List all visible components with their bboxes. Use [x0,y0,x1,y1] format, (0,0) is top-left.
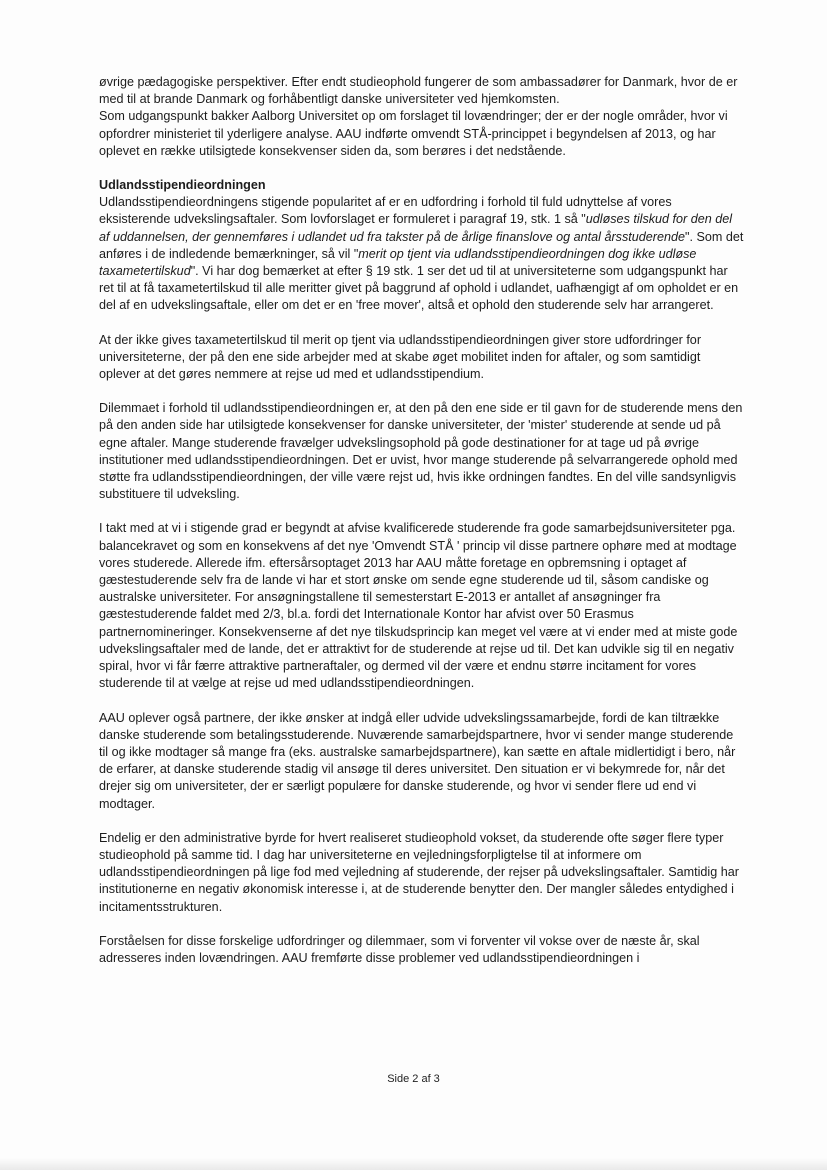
paragraph-understanding: Forståelsen for disse forskelige udfordringer og dilemmaer, som vi forventer vil vokse over de næste år, skal adresseres inden lovændringen. AAU fremførte disse problemer ved udlandsstipendieordningen i [99,933,700,965]
text-run: Udlandsstipendieordningens stigende popularitet af er en udfordring i forhold til fuld udnyttelse af vores eksisterende udvekslingsaftaler. Som lovforslaget er formuleret i paragraf 19, stk. 1 så " [99,195,672,227]
paragraph-udlandsstipendie-intro [99,194,744,314]
paragraph-taxameter: At der ikke gives taxametertilskud til merit op tjent via udlandsstipendieordningen giver store udfordringer for universiteterne, der på den ene side arbejder med at skabe øget mobilitet inden for aftaler, og som samtidigt oplever at det gøres nemmere at rejse ud med et udlandsstipendium. [99,332,702,382]
paragraph-dilemma: Dilemmaet i forhold til udlandsstipendieordningen er, at den på den ene side er til gavn for de studerende mens den på den anden side har utilsigtede konsekvenser for danske universiteter, der 'mister' studerende at sende ud på egne aftaler. Mange studerende fravælger udvekslingsophold på gode destinationer for at tage ud på øvrige institutioner med udlandsstipendieordningen. Det er uvist, hvor mange studerende på selvarrangerede ophold med støtte fra udlandsstipendieordningen, der ville være rejst ud, hvis ikke ordningen fandtes. En del ville sandsynligvis substituere til udveksling. [99,401,743,502]
text-run: ". Vi har dog bemærket at efter § 19 stk. 1 ser det ud til at universiteterne som udgangspunkt har ret til at få taxametertilskud til alle meritter givet på baggrund af ophold i udlandet, uafhængigt af om opholdet er en del af en udvekslingsaftale, eller om det er en 'free mover', altså et ophold den studerende selv har arrangeret. [99,264,739,313]
quote-remarks-text: merit op tjent via udlandsstipendieordningen dog ikke udløse taxametertilskud [99,246,697,279]
scan-edge [0,1158,827,1170]
paragraph-ambassadors: øvrige pædagogiske perspektiver. Efter endt studieophold fungerer de som ambassadører for Danmark, hvor de er med til at brande Danmark og forhåbentligt danske universiteter ved hjemkomsten. [99,75,738,107]
document-body [99,74,744,984]
paragraph-paying-students: AAU oplever også partnere, der ikke ønsker at indgå eller udvide udvekslingssamarbejde, fordi de kan tiltrække danske studerende som betalingsstuderende. Nuværende samarbejdspartnere, hvor vi sender mange studerende til og ikke modtager så mange fra (eks. australske samarbejdspartnere), kan sætte en aftale midlertidigt i bero, når de erfarer, at danske studerende stadig vil ansøge til deres universitet. Den situation er vi bekymrede for, når det drejer sig om universiteter, der er særligt populære for danske studerende, og hvor vi sender flere ud end vi modtager. [99,710,736,811]
text-run: ". Som det anføres i de indledende bemærkninger, så vil " [99,229,744,261]
paragraph-aau-position: Som udgangspunkt bakker Aalborg Universitet op om forslaget til lovændringer; der er der nogle områder, hvor vi opfordrer ministeriet til yderligere analyse. AAU indførte omvendt STÅ-princippet i begyndelsen af 2013, og har oplevet en række utilsigtede konsekvenser siden da, som berøres i det nedstående. [99,109,728,158]
page-footer: Side 2 af 3 [387,1073,440,1085]
quote-law-text: udløses tilskud for den del af uddannelsen, der gennemføres i udlandet ud fra takster på de årlige finanslove og antal årsstuderende [99,212,733,244]
paragraph-administrative-burden: Endelig er den administrative byrde for hvert realiseret studieophold vokset, da studerende ofte søger flere typer studieophold på samme tid. I dag har universiteterne en vejledningsforpligtelse til at informere om udlandsstipendieordningen på lige fod med vejledning af studerende, der rejser på udvekslingsaftaler. Samtidig har institutionerne en negativ økonomisk interesse i, at de studerende benytter den. Der mangler således entydighed i incitamentsstrukturen. [99,830,739,914]
section-heading: Udlandsstipendieordningen [99,178,266,193]
paragraph-partners: I takt med at vi i stigende grad er begyndt at afvise kvalificerede studerende fra gode samarbejdsuniversiteter pga. balancekravet og som en konsekvens af det nye 'Omvendt STÅ ' princip vil disse partnere ophøre med at modtage vores studerede. Allerede ifm. eftersårsoptaget 2013 har AAU måtte foretage en opbremsning i optaget af gæstestuderende selv fra de lande vi har et stort ønske om sende egne studerende ud til, såsom candiske og australske universiteter. For ansøgningstallene til semesterstart E-2013 er antallet af ansøgninger fra gæstestuderende faldet med 2/3, bl.a. fordi det Internationale Kontor har afvist over 50 Erasmus partnernomineringer. Konsekvenserne af det nye tilskudsprincip kan meget vel være at vi ender med at miste gode udvekslingsaftaler med de lande, det er attraktivt for de studerende at rejse ud til. Det kan udvikle sig til en negativ spiral, hvor vi får færre attraktive partneraftaler, og dermed vil der være et endnu større incitament for vores studerende til at vælge at rejse ud med udlandsstipendieordningen. [99,521,738,691]
